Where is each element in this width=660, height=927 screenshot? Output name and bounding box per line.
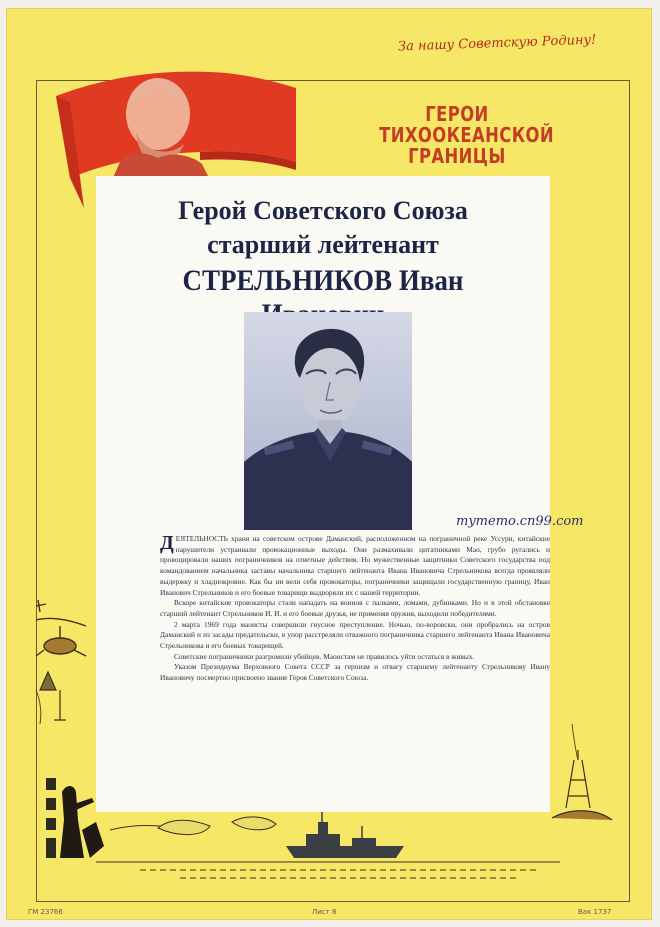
warship-icon [286,808,404,858]
portrait-photo-icon [244,312,412,530]
biography-paragraph: Вскоре китайские провокаторы стали нападать на воинов с палками, ломами, дубинками. Но и в этой обстановке старший лейтенант Стрельников И. И. и его боевые друзья, не применяя оружия, выходили победителями. [160,598,550,618]
radar-tower-icon [552,750,612,820]
drop-cap: Д [160,532,174,554]
biography-paragraph: ДЕЯТЕЛЬНОСТЬ храня на советском острове Даманский, расположенном на пограничной реке Уссури, китайские нарушители устраивали провокационные выходы. Они размахивали цитатниками Мао, грубо ругались и провоцировали наших пограничников на ответные действия. Но мужественные защитники Советского государства под командованием начальника заставы начальника старшего лейтенанта Ивана Ивановича Стрельникова всегда проявляли выдержку и хладнокровие. Как бы ни вели себя провокаторы, пограничники защищали государственную границу, Иван Иванович Стрельников и его боевые товарищи выдворяли их с нашей территории. [160,532,550,597]
header-line: ГЕРОИ [425,102,489,126]
tower-icon [40,672,66,720]
biography-paragraph: 2 марта 1969 года маоисты совершили гнусное преступление. Ночью, по-воровски, они пробрались на остров Даманский и из засады предательски, в упор расстреляли отважного пограничника старшего лейтенанта Ивана Ивановича Стрельникова и его боевых товарищей. [160,619,550,651]
footer-code-left: ГМ 23766 [28,908,63,916]
footer-sheet-number: Лист 8 [312,908,337,916]
watermark: mymemo.cn99.com [456,514,584,529]
biography-paragraph: Указом Президиума Верховного Совета СССР за героизм и отвагу старшему лейтенанту Стрельникову Ивану Ивановичу посмертно присвоено звание Героя Советского Союза. [160,662,550,683]
header-line: ГРАНИЦЫ [408,144,506,168]
hero-photo [244,312,412,530]
hero-card [96,176,550,812]
footer-code-right: Вак 1737 [578,908,612,916]
biography-paragraph: Советские пограничники разгромили убийцев. Маоистам не правилось уйти остаться в живых. [174,651,475,661]
helicopter-icon [36,600,86,656]
hero-name: СТРЕЛЬНИКОВ Иван [182,264,464,297]
hero-rank-title: Герой Советского Союза [178,196,468,225]
header-line: ТИХООКЕАНСКОЙ [379,123,555,147]
slogan: За нашу Советскую Родину! [397,32,597,55]
hero-biography [160,534,550,684]
border-post-icon [46,778,56,858]
hero-rank: старший лейтенант [207,230,439,259]
